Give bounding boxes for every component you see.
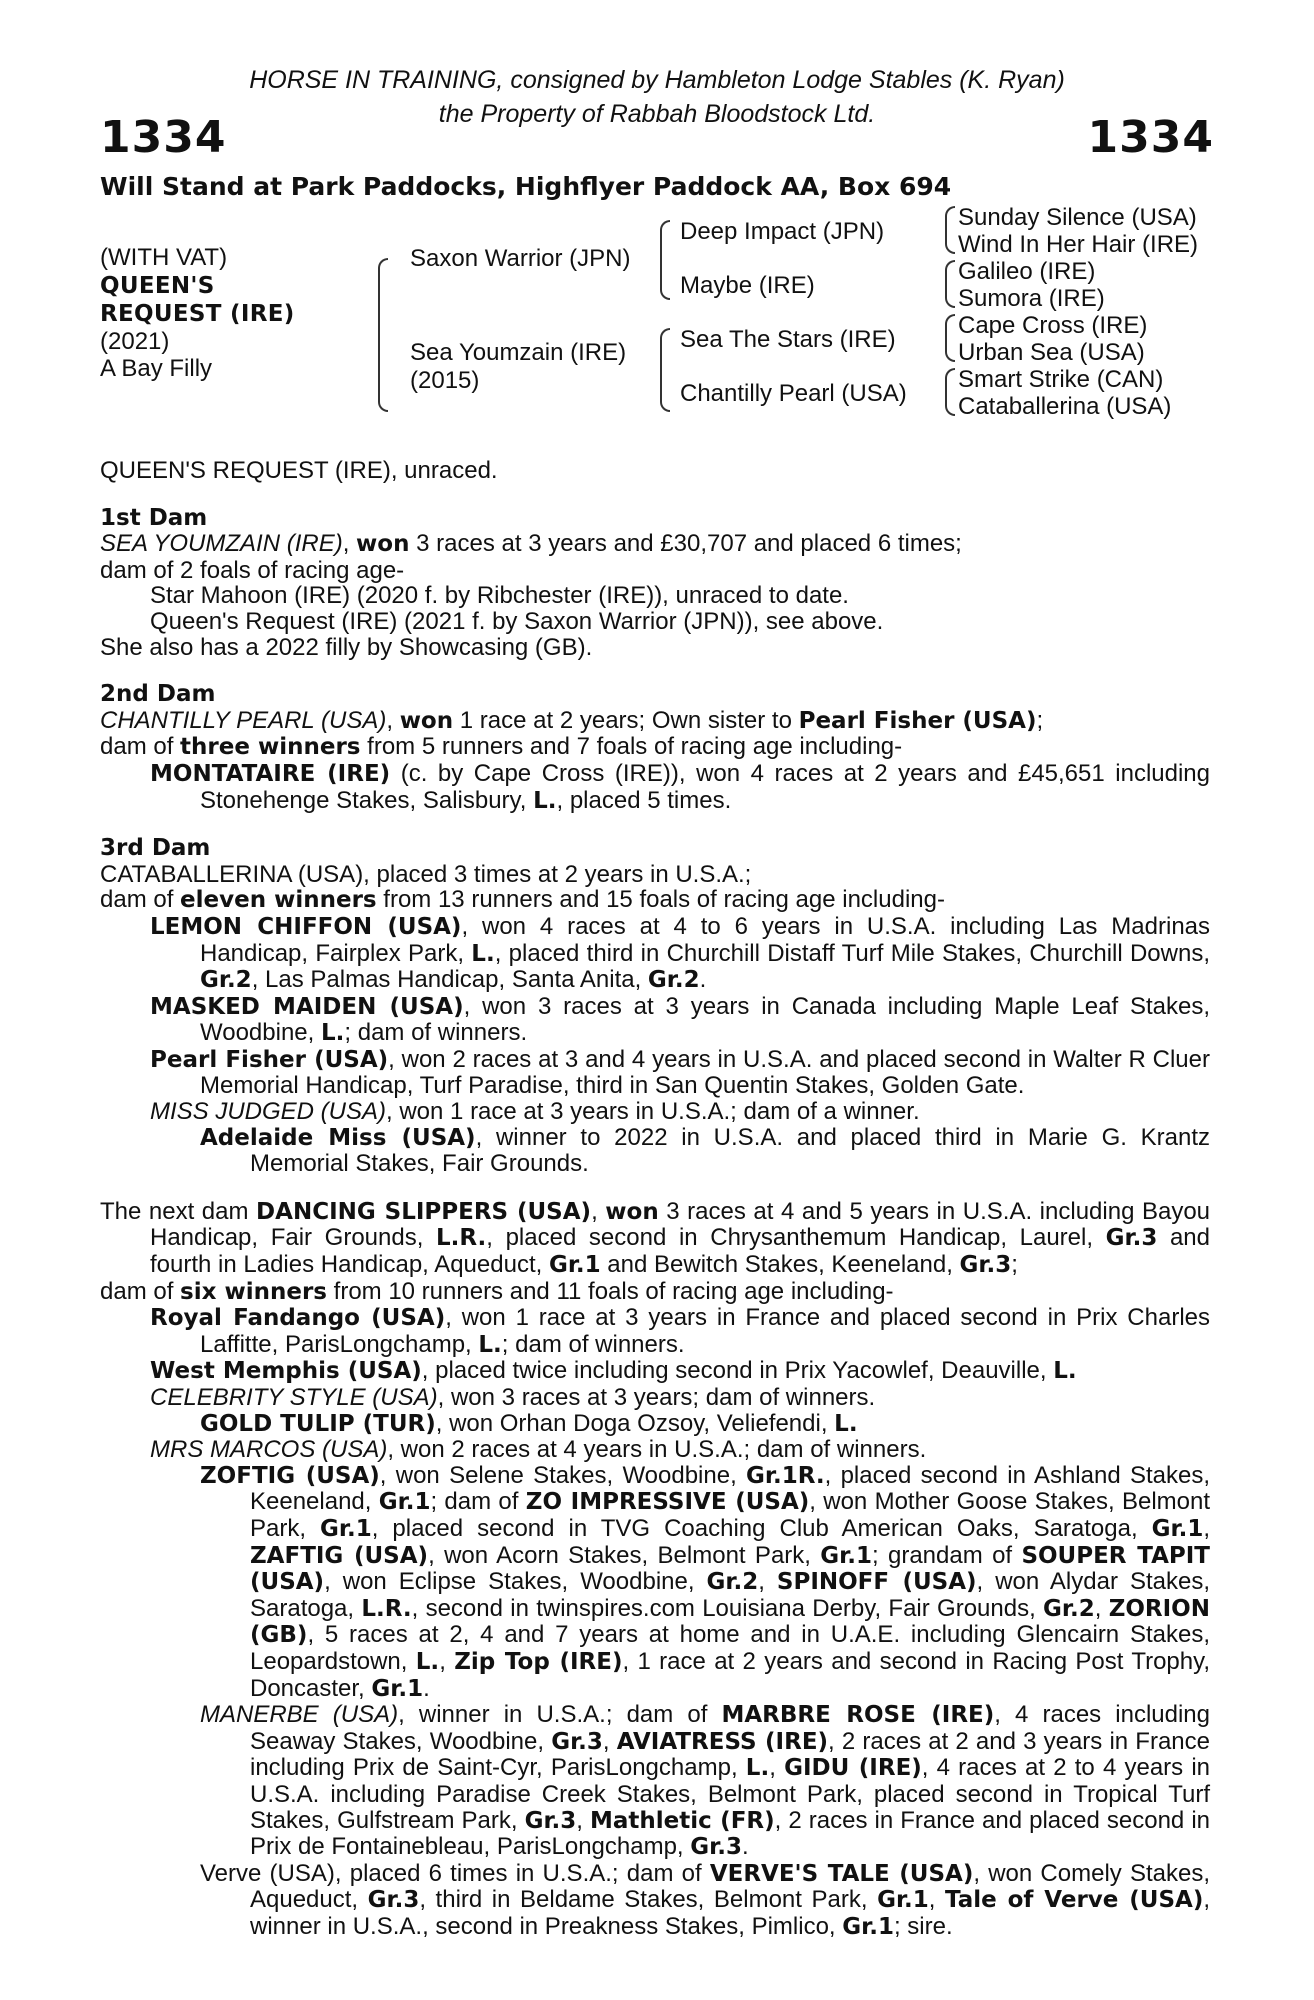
pedigree-bracket-1 (378, 258, 388, 412)
masked-maiden: MASKED MAIDEN (USA), won 3 races at 3 years in Canada including Maple Leaf Stakes, Woodbine, L.; dam of winners. (150, 992, 1210, 1047)
gold-tulip: GOLD TULIP (TUR), won Orhan Doga Ozsoy, Veliefendi, L. (200, 1409, 858, 1437)
sire-sire: Deep Impact (JPN) (680, 218, 885, 245)
sds: Galileo (IRE) (958, 258, 1096, 285)
miss-judged: MISS JUDGED (USA), won 1 race at 3 years in U.S.A.; dam of a winner. (150, 1098, 920, 1126)
first-dam-2022: She also has a 2022 filly by Showcasing (GB). (100, 633, 593, 661)
ddd: Cataballerina (USA) (958, 393, 1172, 420)
verve: Verve (USA), placed 6 times in U.S.A.; dam of VERVE'S TALE (USA), won Comely Stakes, Aqueduct, Gr.3, third in Beldame Stakes, Belmont Park, Gr.1, Tale of Verve (USA), winner in U.S.A., second in Preakness Stakes, Pimlico, Gr.1; sire. (200, 1859, 1211, 1940)
pedigree-bracket-2a (660, 220, 670, 300)
horse-description: A Bay Filly (100, 355, 213, 382)
first-dam-foals: dam of 2 foals of racing age- (100, 556, 405, 584)
pearl-fisher: Pearl Fisher (USA), won 2 races at 3 and 4 years in U.S.A. and placed second in Walter R Cluer Memorial Handicap, Turf Paradise, third in San Quentin Stakes, Golden Gate. (150, 1045, 1210, 1100)
third-dam-heading: 3rd Dam (100, 835, 211, 862)
lot-number-left: 1334 (100, 112, 227, 163)
zoftig: ZOFTIG (USA), won Selene Stakes, Woodbine, Gr.1R., placed second in Ashland Stakes, Keeneland, Gr.1; dam of ZO IMPRESSIVE (USA), won Mother Goose Stakes, Belmont Park, Gr.1, placed second in TVG Coaching Club American Oaks, Saratoga, Gr.1, ZAFTIG (USA), won Acorn Stakes, Belmont Park, Gr.1; grandam of SOUPER TAPIT (USA), won Eclipse Stakes, Woodbine, Gr.2, SPINOFF (USA), won Alydar Stakes, Saratoga, L.R., second in twinspires.com Louisiana Derby, Fair Grounds, Gr.2, ZORION (GB), 5 races at 2, 4 and 7 years at home and in U.A.E. including Glencairn Stakes, Leopardstown, L., Zip Top (IRE), 1 race at 2 years and second in Racing Post Trophy, Doncaster, Gr.1. (200, 1461, 1211, 1702)
pedigree-bracket-2b (660, 328, 670, 412)
dss: Cape Cross (IRE) (958, 312, 1148, 339)
dam: Sea Youmzain (IRE) (410, 339, 627, 366)
horse-name-line2: REQUEST (IRE) (100, 301, 295, 327)
stand-location: Will Stand at Park Paddocks, Highflyer Paddock AA, Box 694 (100, 172, 952, 201)
dsd: Urban Sea (USA) (958, 339, 1145, 366)
pedigree-bracket-3b (945, 260, 955, 308)
adelaide-miss: Adelaide Miss (USA), winner to 2022 in U.S.A. and placed third in Marie G. Krantz Memorial Stakes, Fair Grounds. (200, 1123, 1210, 1178)
sss: Sunday Silence (USA) (958, 204, 1197, 231)
dds: Smart Strike (CAN) (958, 366, 1164, 393)
pedigree-bracket-3a (945, 206, 955, 254)
property-line: the Property of Rabbah Bloodstock Ltd. (438, 100, 876, 128)
second-dam-heading: 2nd Dam (100, 681, 216, 708)
sire: Saxon Warrior (JPN) (410, 245, 631, 272)
dam-sire: Sea The Stars (IRE) (680, 326, 896, 353)
foal-queens-request: Queen's Request (IRE) (2021 f. by Saxon Warrior (JPN)), see above. (150, 607, 884, 635)
pedigree-notes (100, 458, 1210, 1940)
second-dam-produce: dam of three winners from 5 runners and 7 foals of racing age including- (100, 733, 903, 761)
mrs-marcos: MRS MARCOS (USA), won 2 races at 4 years in U.S.A.; dam of winners. (150, 1436, 927, 1464)
dancing-slippers: The next dam DANCING SLIPPERS (USA), won 3 races at 4 and 5 years in U.S.A. including Bayou Handicap, Fair Grounds, L.R., placed second in Chrysanthemum Handicap, Laurel, Gr.3 and fourth in Ladies Handicap, Aqueduct, Gr.1 and Bewitch Stakes, Keeneland, Gr.3; (100, 1197, 1211, 1279)
west-memphis: West Memphis (USA), placed twice including second in Prix Yacowlef, Deauville, L. (150, 1357, 1077, 1385)
royal-fandango: Royal Fandango (USA), won 1 race at 3 years in France and placed second in Prix Charles Laffitte, ParisLongchamp, L.; dam of winners. (150, 1304, 1210, 1358)
horse-year: (2021) (100, 328, 170, 355)
manerbe: MANERBE (USA), winner in U.S.A.; dam of MARBRE ROSE (IRE), 4 races including Seaway Stakes, Woodbine, Gr.3, AVIATRESS (IRE), 2 races at 2 and 3 years in France including Prix de Saint-Cyr, ParisLongchamp, L., GIDU (IRE), 4 races at 2 to 4 years in U.S.A. including Paradise Creek Stakes, Belmont Park, placed second in Tropical Turf Stakes, Gulfstream Park, Gr.3, Mathletic (FR), 2 races in France and placed second in Prix de Fontainebleau, ParisLongchamp, Gr.3. (200, 1701, 1211, 1861)
first-dam-entry: SEA YOUMZAIN (IRE), won 3 races at 3 years and £30,707 and placed 6 times; (100, 530, 962, 558)
vat-note: (WITH VAT) (100, 244, 228, 271)
lot-number-right: 1334 (1087, 112, 1214, 163)
pedigree-bracket-3c (945, 314, 955, 362)
sdd: Sumora (IRE) (958, 285, 1105, 312)
montataire: MONTATAIRE (IRE) (c. by Cape Cross (IRE)), won 4 races at 2 years and £45,651 including Stonehenge Stakes, Salisbury, L., placed 5 times. (150, 759, 1210, 814)
consignor-line: HORSE IN TRAINING, consigned by Hambleton Lodge Stables (K. Ryan) (249, 66, 1065, 94)
foal-star-mahoon: Star Mahoon (IRE) (2020 f. by Ribchester (IRE)), unraced to date. (150, 582, 849, 610)
third-dam-produce: dam of eleven winners from 13 runners and 15 foals of racing age including- (100, 886, 945, 914)
intro-line: QUEEN'S REQUEST (IRE), unraced. (100, 457, 498, 484)
sire-dam: Maybe (IRE) (680, 272, 815, 299)
dam-year: (2015) (410, 367, 480, 394)
second-dam-entry: CHANTILLY PEARL (USA), won 1 race at 2 years; Own sister to Pearl Fisher (USA); (100, 706, 1044, 734)
dam-dam: Chantilly Pearl (USA) (680, 380, 907, 407)
dancing-slippers-produce: dam of six winners from 10 runners and 11 foals of racing age including- (100, 1277, 894, 1305)
ssd: Wind In Her Hair (IRE) (958, 231, 1199, 258)
first-dam-heading: 1st Dam (100, 504, 208, 531)
pedigree-bracket-3d (945, 368, 955, 416)
celebrity-style: CELEBRITY STYLE (USA), won 3 races at 3 years; dam of winners. (150, 1384, 876, 1411)
third-dam-entry: CATABALLERINA (USA), placed 3 times at 2 years in U.S.A.; (100, 860, 752, 888)
horse-name-line1: QUEEN'S (100, 273, 215, 299)
lemon-chiffon: LEMON CHIFFON (USA), won 4 races at 4 to 6 years in U.S.A. including Las Madrinas Handicap, Fairplex Park, L., placed third in Churchill Distaff Turf Mile Stakes, Churchill Downs, Gr.2, Las Palmas Handicap, Santa Anita, Gr.2. (150, 912, 1211, 994)
